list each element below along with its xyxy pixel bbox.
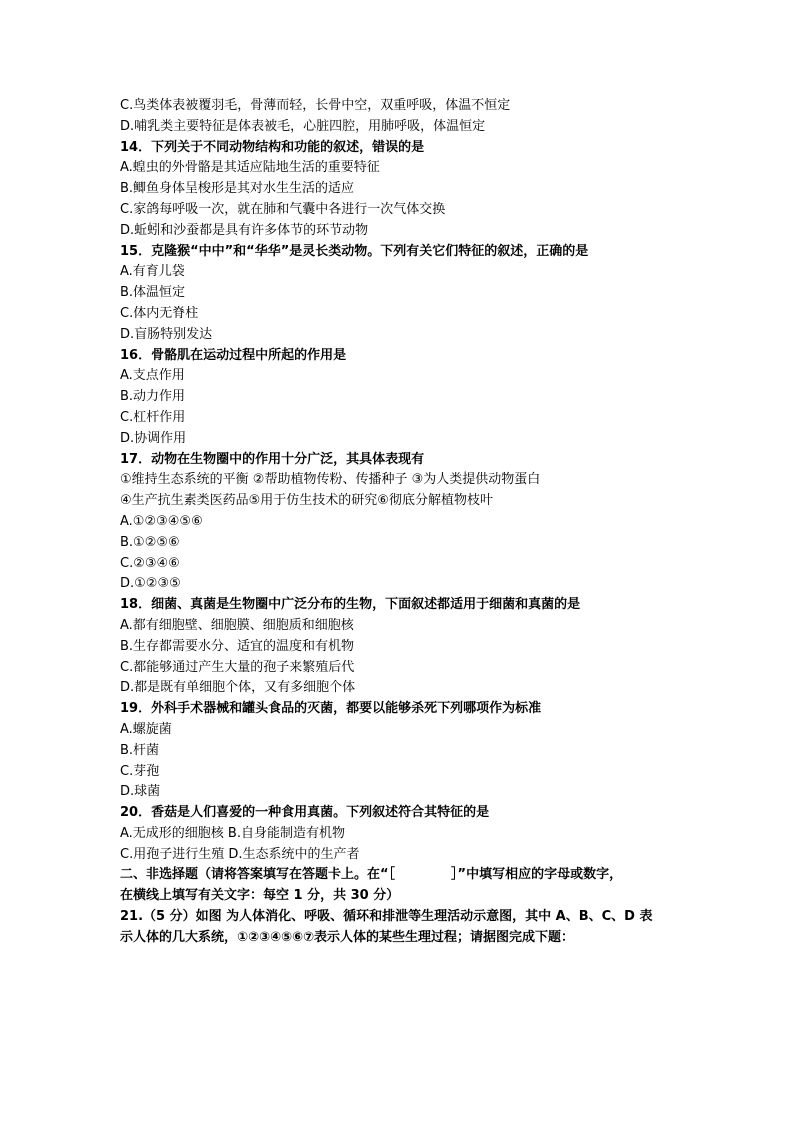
- exam-page: [120, 96, 690, 949]
- q16-option-a: A.支点作用: [120, 368, 185, 384]
- q18-option-d: D.都是既有单细胞个体，又有多细胞个体: [120, 680, 356, 696]
- q14-option-a: A.蝗虫的外骨骼是其适应陆地生活的重要特征: [120, 160, 380, 176]
- q17-stem: 17．动物在生物圈中的作用十分广泛，其具体表现有: [120, 451, 425, 467]
- section-2-heading-line-2: 在横线上填写有关文字：每空 1 分，共 30 分）: [120, 888, 400, 904]
- q14-stem: 14．下列关于不同动物结构和功能的叙述，错误的是: [120, 139, 425, 155]
- q20-options-cd: C.用孢子进行生殖 D.生态系统中的生产者: [120, 846, 360, 862]
- q19-option-a: A.螺旋菌: [120, 721, 172, 737]
- q13-option-d: D.哺乳类主要特征是体表被毛，心脏四腔，用肺呼吸，体温恒定: [120, 118, 486, 134]
- q17-option-c: C.②③④⑥: [120, 555, 180, 571]
- q14-option-d: D.蚯蚓和沙蚕都是具有许多体节的环节动物: [120, 222, 369, 238]
- q16-stem: 16．骨骼肌在运动过程中所起的作用是: [120, 347, 347, 363]
- q17-option-a: A.①②③④⑤⑥: [120, 513, 203, 529]
- q17-option-d: D.①②③⑤: [120, 576, 181, 592]
- q17-statements-2: ④生产抗生素类医药品⑤用于仿生技术的研究⑥彻底分解植物枝叶: [120, 493, 493, 509]
- q13-option-c: C.鸟类体表被覆羽毛，骨薄而轻，长骨中空，双重呼吸，体温不恒定: [120, 98, 511, 113]
- q18-option-b: B.生存都需要水分、适宜的温度和有机物: [120, 638, 355, 654]
- q17-statements-1: ①维持生态系统的平衡 ②帮助植物传粉、传播种子 ③为人类提供动物蛋白: [120, 472, 541, 488]
- section-2-heading-line-1: [120, 865, 690, 886]
- q19-stem: 19．外科手术器械和罐头食品的灭菌，都要以能够杀死下列哪项作为标准: [120, 701, 542, 717]
- q16-option-b: B.动力作用: [120, 389, 186, 405]
- q17-option-b: B.①②⑤⑥: [120, 534, 180, 550]
- section-2-heading-part-2: ］”中填写相应的字母或数字，: [451, 867, 623, 883]
- q19-option-b: B.杆菌: [120, 742, 160, 758]
- q20-stem: 20．香菇是人们喜爱的一种食用真菌。下列叙述符合其特征的是: [120, 805, 490, 821]
- q15-option-a: A.有育儿袋: [120, 264, 185, 280]
- q20-options-ab: A.无成形的细胞核 B.自身能制造有机物: [120, 825, 345, 841]
- q15-stem: 15．克隆猴“中中”和“华华”是灵长类动物。下列有关它们特征的叙述，正确的是: [120, 243, 589, 259]
- q14-option-c: C.家鸽每呼吸一次，就在肺和气囊中各进行一次气体交换: [120, 201, 446, 217]
- q15-option-c: C.体内无脊柱: [120, 305, 199, 321]
- q19-option-d: D.球菌: [120, 784, 161, 800]
- q19-option-c: C.芽孢: [120, 763, 160, 779]
- q21-stem-line-1: 21.（5 分）如图 为人体消化、呼吸、循环和排泄等生理活动示意图，其中 A、B、C、D 表: [120, 909, 653, 925]
- q14-option-b: B.鲫鱼身体呈梭形是其对水生生活的适应: [120, 181, 355, 197]
- q16-option-c: C.杠杆作用: [120, 409, 186, 425]
- section-2-heading: [120, 865, 690, 907]
- section-2-heading-part-1: 二、非选择题（请将答案填写在答题卡上。在“［: [120, 867, 396, 883]
- q16-option-d: D.协调作用: [120, 430, 187, 446]
- q18-stem: 18．细菌、真菌是生物圈中广泛分布的生物，下面叙述都适用于细菌和真菌的是: [120, 597, 581, 613]
- q15-option-d: D.盲肠特别发达: [120, 326, 213, 342]
- q18-option-c: C.都能够通过产生大量的孢子来繁殖后代: [120, 659, 355, 675]
- q15-option-b: B.体温恒定: [120, 285, 186, 301]
- q21-stem-line-2: 示人体的几大系统，①②③④⑤⑥⑦表示人体的某些生理过程；请据图完成下题：: [120, 929, 575, 945]
- q21-stem: [120, 907, 690, 949]
- q18-option-a: A.都有细胞壁、细胞膜、细胞质和细胞核: [120, 617, 354, 633]
